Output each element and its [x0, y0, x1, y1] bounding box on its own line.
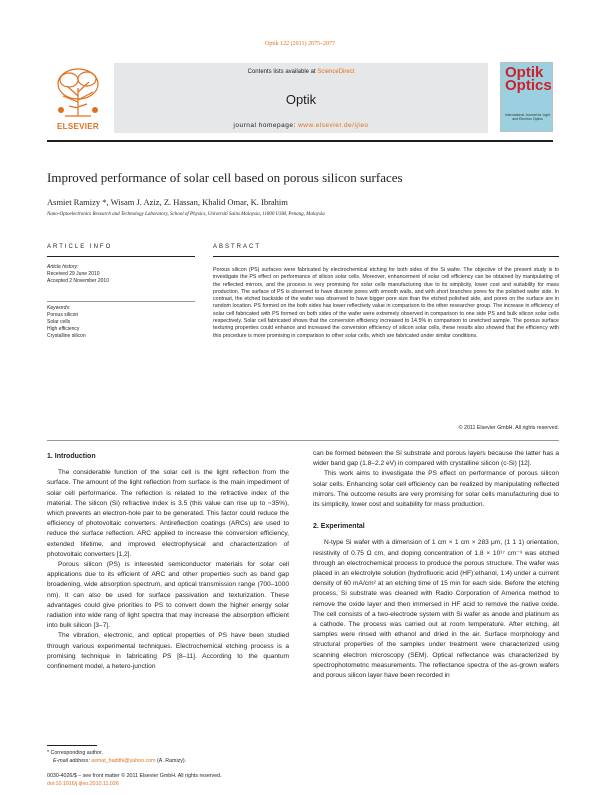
- footnote-rule: [47, 745, 97, 746]
- journal-homepage-line: journal homepage: www.elsevier.de/ijleo: [233, 122, 369, 129]
- homepage-link[interactable]: www.elsevier.de/ijleo: [298, 122, 369, 129]
- keywords-rule: [47, 301, 195, 302]
- intro-paragraph: The considerable function of the solar cell is the light reflection from the surface. The amount of the light reflection from surface is the main impediment of solar cell performance. The reflection is related to the refractive index of the material. The silicon (Si) refractive index is 3.5 (this value can rise up to ~35%), which prevents an electron-hole pair to be generated. This factor could reduce the efficiency of photovoltaic converters. Antireflection coatings (ARCs) are used to reduce the surface reflection. ARC applied to increase the conversion efficiency, extended lifetime, and improved electrophysical and characterization of photovoltaic converters [1,2].: [47, 469, 289, 558]
- copyright-line: © 2011 Elsevier GmbH. All rights reserved.: [458, 425, 559, 431]
- intro-paragraph: This work aims to investigate the PS effect on performance of porous silicon solar cells. Enhancing solar cell efficiency can be realized by manipulating reflected mirrors. The outcome results are very promising for solar cells manufacturing due to its simplicity, lower cost and suitability for mass production.: [313, 470, 559, 509]
- abstract-bottom-rule: [47, 440, 559, 441]
- experimental-paragraph: N-type Si wafer with a dimension of 1 cm × 1 cm × 283 μm, (1 1 1) orientation, resistivity of 0.75 Ω cm, and doping concentration of 1.8 × 10¹⁷ cm⁻³ was etched through an electrochemical process to produce the porous structure. The wafer was placed in an electrolyte solution (hydrofluoric acid (HF):ethanol, 1:4) under a current density of 60 mA/cm² at an etching time of 15 min for each side. Before the etching process, Si substrate was cleaned with Radio Corporation of America method to remove the oxide layer and then immersed in HF acid to remove the native oxide. The cell consists of a two-electrode system with Si wafer as anode and platinum as a cathode. The process was carried out at room temperature. After etching, all samples were rinsed with ethanol and dried in the air. Surface morphology and structural properties of the samples under treatment were characterized using scanning electron microscopy (SEM). Optical reflectance was characterized by spectrophotometric measurements. The reflectance spectra of the as-grown wafers and porous silicon layer have been recorded in: [313, 539, 559, 680]
- affiliation: Nano-Optoelectronics Research and Technology Laboratory, School of Physics, Universiti Sains Malaysia, 11800 USM, Penang, Malaysia: [47, 212, 325, 217]
- received-date: Received 29 June 2010: [47, 271, 100, 277]
- contents-line: Contents lists available at ScienceDirect: [247, 69, 355, 75]
- keyword-item: High efficiency: [47, 326, 80, 332]
- email-link[interactable]: asmat_hadithi@yahoo.com: [91, 758, 156, 764]
- publisher-logo-text: ELSEVIER: [57, 122, 99, 131]
- journal-reference[interactable]: Optik 122 (2011) 2075–2077: [265, 41, 335, 47]
- header-rule: [47, 140, 553, 142]
- email-note: E-mail address: asmat_hadithi@yahoo.com (A. Ramizy).: [53, 758, 187, 764]
- history-label: Article history:: [47, 264, 79, 270]
- cover-subtitle: International Journal for Light and Electron Optics: [504, 113, 551, 121]
- intro-paragraph: Porous silicon (PS) is interested semiconductor materials for solar cell applications due to its efficient of ARC and other properties such as band gap broadening, wide absorption spectrum, and optical transmission range (700–1000 nm). It can also be used for surface passivation and texturization. These advantages could give priorities to PS to convert down the higher energy solar radiation into wide rang of light spectra that may increase the absorption efficient into bulk silicon [3–7].: [47, 561, 289, 630]
- intro-paragraph: The vibration, electronic, and optical properties of PS have been studied through various experimental techniques. Electrochemical etching process is a promising technique in fabricating PS [8–11]. According to the quantum confinement model, a hetero-junction: [47, 632, 289, 671]
- introduction-heading: 1. Introduction: [47, 453, 96, 460]
- right-column: [313, 449, 559, 681]
- article-info-rule: [47, 256, 195, 257]
- sciencedirect-link[interactable]: ScienceDirect: [317, 69, 355, 75]
- keyword-item: Solar cells: [47, 319, 71, 325]
- keyword-item: Crystalline silicon: [47, 333, 86, 339]
- corresponding-author-note: * Corresponding author.: [47, 750, 103, 756]
- journal-name: Optik: [285, 92, 317, 107]
- issn-line: 0030-4026/$ – see front matter © 2011 Elsevier GmbH. All rights reserved.: [47, 773, 222, 779]
- article-title: Improved performance of solar cell based on porous silicon surfaces: [47, 170, 403, 185]
- intro-paragraph: can be formed between the Si substrate and porous layers because the latter has a wider band gap (1.8–2.2 eV) in compared with crystalline silicon (c-Si) [12].: [313, 450, 559, 468]
- journal-cover-thumbnail: [500, 62, 553, 132]
- author-list: Asmiet Ramizy *, Wisam J. Aziz, Z. Hassan, Khalid Omar, K. Ibrahim: [47, 197, 288, 207]
- experimental-heading: 2. Experimental: [313, 523, 365, 531]
- cover-title: Optik Optics: [505, 64, 552, 94]
- left-column: [47, 452, 289, 672]
- accepted-date: Accepted 2 November 2010: [47, 278, 109, 284]
- abstract-text: Porous silicon (PS) surfaces were fabricated by electrochemical etching for both sides of the Si wafer. The objective of the present study is to investigate the PS effect on performance of silicon solar cells. Moreover, enhancement of solar cell efficiency can be obtained by manipulating of the reflected mirrors, and the process is very promising for solar cells manufacturing due to its simplicity, lower cost and suitability for mass production. The surface of PS is observed to have discrete pores with smooth walls, and with short branches pores for the polished wafer side. In contrast, the etched backside of the wafer was observed to have bigger pore size than the etched polished side, and pores on the surface are in random location. PS formed on the both sides has lower reflectivity value in comparison to the other researcher group. The increase in efficiency of solar cell fabricated with PS formed on both sides of the wafer were extremely observed in comparison to one side PS and bulk silicon solar cells respectively. Solar cell fabricated shows that the conversion efficiency increased to 14.5% in comparison to unetched sample. The porous surface texturing properties could enhance and increased the conversion efficiency of silicon solar cells, these results also showed that the efficiency with this procedure is more promising in comparison to other solar cells, which are fabricated under similar conditions.: [213, 267, 559, 339]
- doi-link[interactable]: doi:10.1016/j.ijleo.2010.11.026: [47, 781, 119, 787]
- keyword-item: Porous silicon: [47, 312, 79, 318]
- article-info-heading: ARTICLE INFO: [47, 244, 113, 250]
- abstract-heading: ABSTRACT: [213, 244, 262, 250]
- abstract-rule: [213, 256, 559, 257]
- keywords-label: Keywords:: [47, 305, 71, 311]
